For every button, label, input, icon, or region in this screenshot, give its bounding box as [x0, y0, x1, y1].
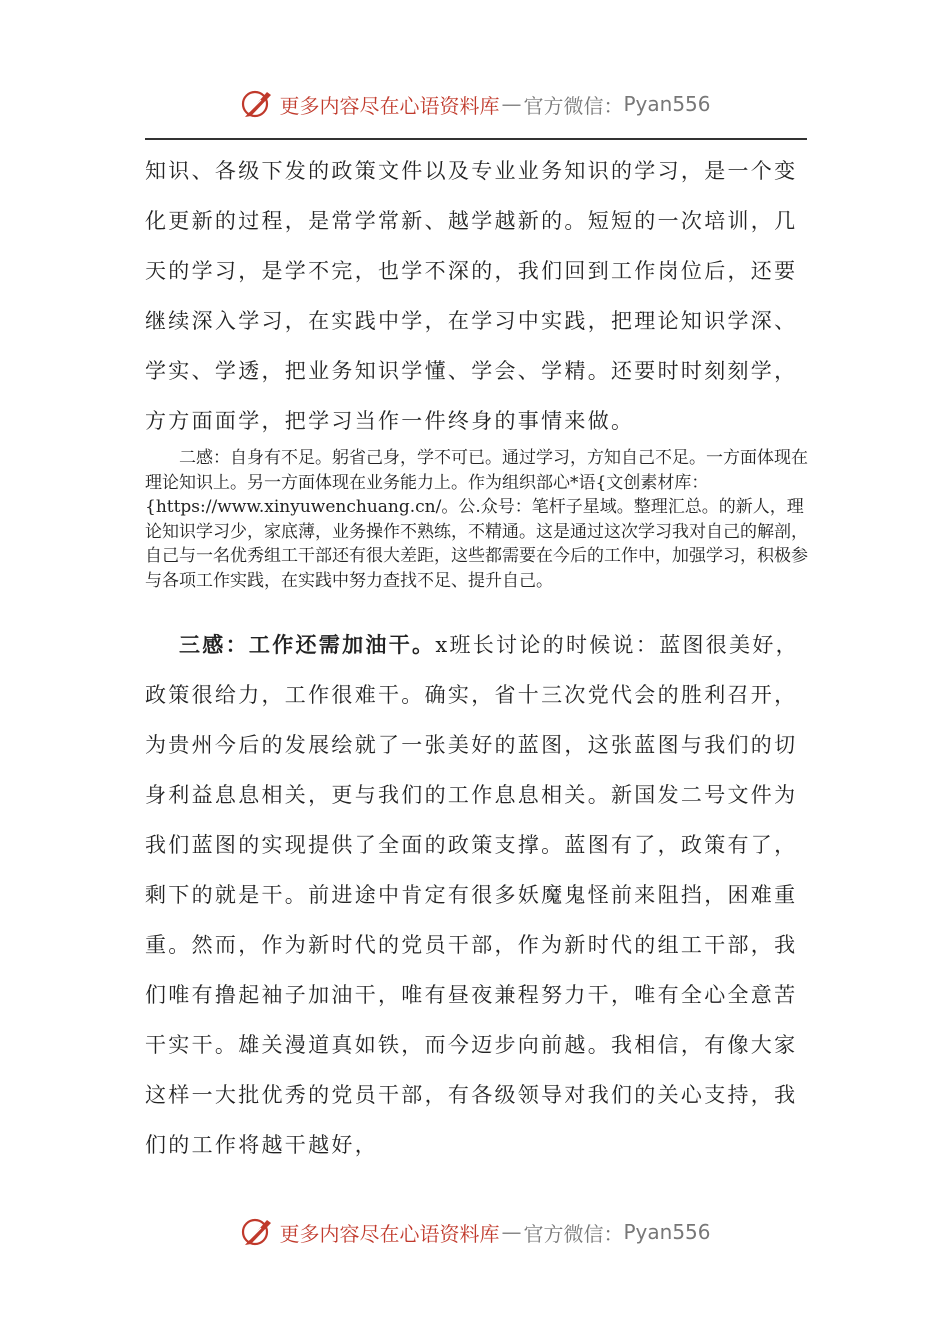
- paragraph-1: 知识、各级下发的政策文件以及专业业务知识的学习，是一个变化更新的过程，是常学常新、越学越新的。短短的一次培训，几天的学习，是学不完，也学不深的，我们回到工作岗位后，还要继续深入学习，在实践中学，在学习中实践，把理论知识学深、学实、学透，把业务知识学懂、学会、学精。还要时时刻刻学，方方面面学，把学习当作一件终身的事情来做。: [145, 159, 798, 433]
- banner-dash: —: [501, 92, 522, 116]
- banner-wechat-id: Pyan556: [623, 92, 711, 116]
- quill-icon: [239, 86, 275, 122]
- header-divider: [145, 138, 807, 140]
- paragraph-3-body: x班长讨论的时候说：蓝图很美好，政策很给力，工作很难干。确实，省十三次党代会的胜利召开，为贵州今后的发展绘就了一张美好的蓝图，这张蓝图与我们的切身利益息息相关，更与我们的工作息息相关。新国发二号文件为我们蓝图的实现提供了全面的政策支撑。蓝图有了，政策有了，剩下的就是干。前进途中肯定有很多妖魔鬼怪前来阻挡，困难重重。然而，作为新时代的党员干部，作为新时代的组工干部，我们唯有撸起袖子加油干，唯有昼夜兼程努力干，唯有全心全意苦干实干。雄关漫道真如铁，而今迈步向前越。我相信，有像大家这样一大批优秀的党员干部，有各级领导对我们的关心支持，我们的工作将越干越好，: [145, 633, 799, 1157]
- banner-wechat-label: 官方微信：: [523, 93, 624, 118]
- banner-dash: —: [501, 1220, 522, 1244]
- header-banner: [0, 82, 950, 126]
- section-heading: 三感：工作还需加油干。: [179, 633, 436, 657]
- banner-main-text: 更多内容尽在心语资料库: [279, 1221, 500, 1246]
- quill-icon: [239, 1214, 275, 1250]
- footer-banner: [0, 1210, 950, 1254]
- banner-main-text: 更多内容尽在心语资料库: [279, 93, 500, 118]
- banner-wechat-id: Pyan556: [623, 1220, 711, 1244]
- paragraph-3: [145, 620, 810, 1170]
- paragraph-2: 二感：自身有不足。躬省己身，学不可已。通过学习，方知自己不足。一方面体现在理论知识上。另一方面体现在业务能力上。作为组织部心*语{文创素材库：{https://www.xinyuwenchuang.cn/。公.众号：笔杆子星域。整理汇总。的新人，理论知识学习少，家底薄，业务操作不熟练，不精通。这是通过这次学习我对自己的解剖，自己与一名优秀组工干部还有很大差距，这些都需要在今后的工作中，加强学习，积极参与各项工作实践，在实践中努力查找不足、提升自己。: [145, 448, 808, 591]
- banner-wechat-label: 官方微信：: [523, 1221, 624, 1246]
